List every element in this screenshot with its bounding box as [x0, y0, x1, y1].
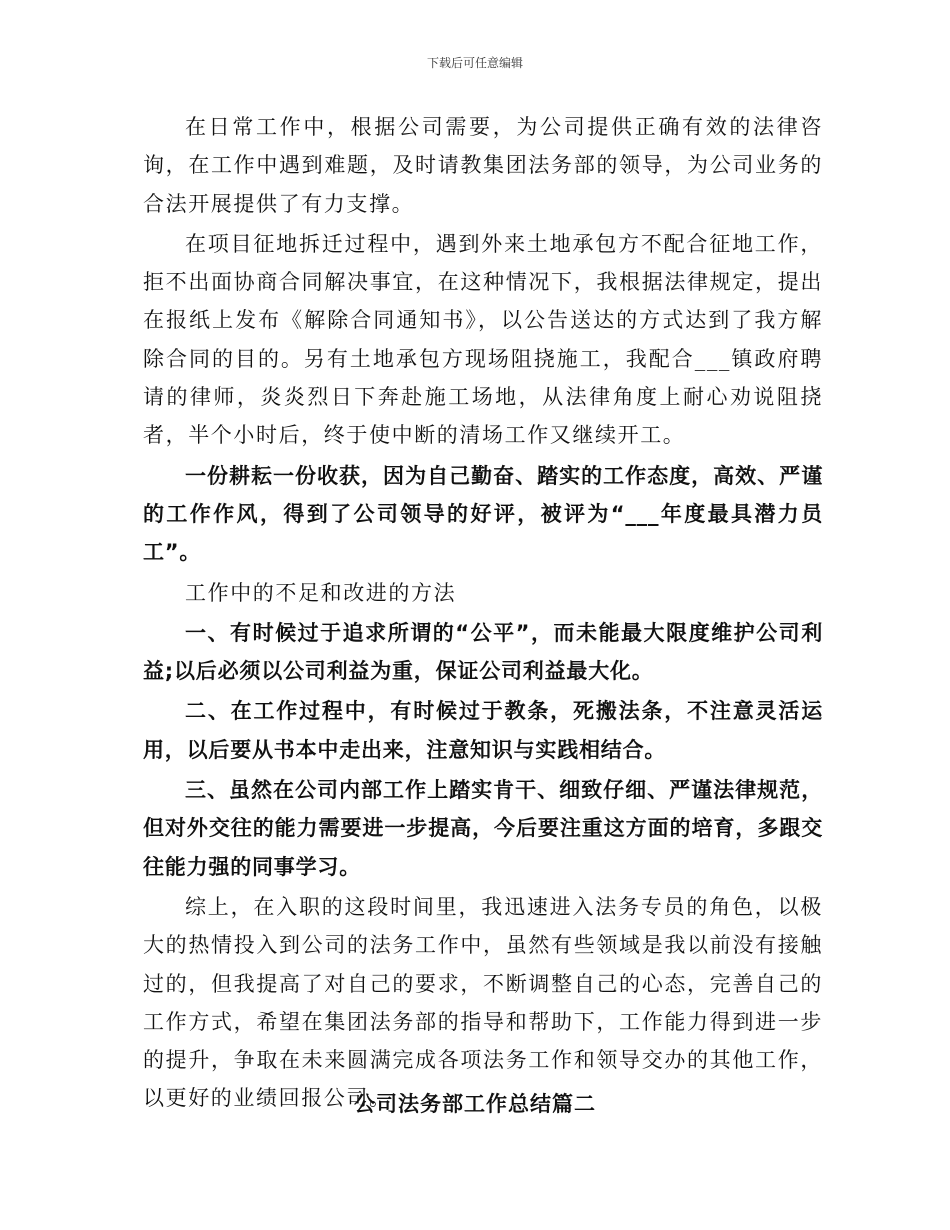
paragraph-summary: 综上，在入职的这段时间里，我迅速进入法务专员的角色，以极大的热情投入到公司的法务工作中，虽然有些领域是我以前没有接触过的，但我提高了对自己的要求，不断调整自己的心态，完善自己的工作方式，希望在集团法务部的指导和帮助下，工作能力得到进一步的提升，争取在未来圆满完成各项法务工作和领导交办的其他工作，以更好的业绩回报公司。: [143, 894, 823, 1111]
paragraph-recognition: 一份耕耘一份收获，因为自己勤奋、踏实的工作态度，高效、严谨的工作作风，得到了公司领导的好评，被评为“___年度最具潜力员工”。: [143, 463, 823, 565]
page-header: 下载后可任意编辑: [426, 56, 523, 70]
paragraph-point-three: 三、虽然在公司内部工作上踏实肯干、细致仔细、严谨法律规范，但对外交往的能力需要进一步提高，今后要注重这方面的培育，多跟交往能力强的同事学习。: [143, 778, 823, 879]
paragraph-daily-work: 在日常工作中，根据公司需要，为公司提供正确有效的法律咨询，在工作中遇到难题，及时请教集团法务部的领导，为公司业务的合法开展提供了有力支撑。: [143, 115, 823, 216]
paragraph-point-two: 二、在工作过程中，有时候过于教条，死搬法条，不注意灵活运用，以后要从书本中走出来，注意知识与实践相结合。: [143, 699, 823, 762]
paragraph-point-one: 一、有时候过于追求所谓的“公平”，而未能最大限度维护公司利益;以后必须以公司利益为重，保证公司利益最大化。: [143, 620, 823, 684]
subheading-shortcomings: 工作中的不足和改进的方法: [185, 580, 457, 605]
paragraph-land-acquisition: 在项目征地拆迁过程中，遇到外来土地承包方不配合征地工作，拒不出面协商合同解决事宜，在这种情况下，我根据法律规定，提出在报纸上发布《解除合同通知书》，以公告送达的方式达到了我方解除合同的目的。另有土地承包方现场阻挠施工，我配合___镇政府聘请的律师，炎炎烈日下奔赴施工场地，从法律角度上耐心劝说阻挠者，半个小时后，终于使中断的清场工作又继续开工。: [143, 231, 823, 448]
document-body: [143, 108, 823, 1118]
section-title: 公司法务部工作总结篇二: [354, 1092, 596, 1116]
